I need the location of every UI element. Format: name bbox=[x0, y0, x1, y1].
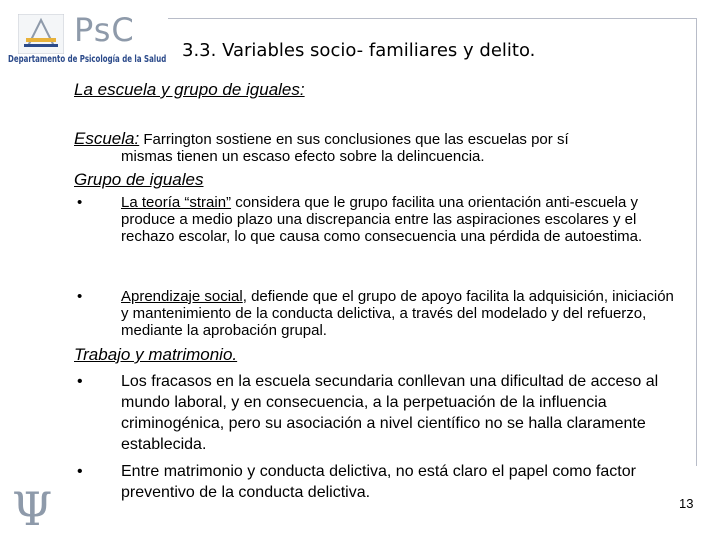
bullet-icon: • bbox=[77, 288, 83, 305]
trabajo-heading: Trabajo y matrimonio. bbox=[74, 345, 238, 364]
section-heading: La escuela y grupo de iguales: bbox=[74, 80, 305, 99]
bullet-icon: • bbox=[77, 373, 83, 390]
bullet-text: Los fracasos en la escuela secundaria conllevan una dificultad de acceso al mundo laboral, y en consecuencia, a la perpetuación de la influencia criminogénica, pero su asociación a nivel científico no se halla claramente establecida. bbox=[121, 373, 659, 453]
logo-mark-icon bbox=[18, 14, 64, 54]
bullet-text bbox=[121, 194, 677, 245]
slide-title: 3.3. Variables socio- familiares y delito. bbox=[182, 40, 536, 61]
escuela-lead: Escuela: bbox=[74, 129, 140, 148]
bullet-lead: La teoría “strain” bbox=[121, 194, 232, 211]
bullet-body: considera que le grupo facilita una orientación anti-escuela y produce a medio plazo una discrepancia entre las aspiraciones escolares y el rechazo escolar, lo que causa como consecuencia una pérdida de autoestima. bbox=[121, 194, 643, 245]
frame-top-rule bbox=[168, 18, 697, 19]
list-item bbox=[77, 371, 677, 457]
bullet-body: , defiende que el grupo de apoyo facilita la adquisición, iniciación y mantenimiento de la conducta delictiva, a través del modelado y del refuerzo, mediante la aprobación grupal. bbox=[121, 288, 674, 339]
bullet-lead: Aprendizaje social bbox=[121, 288, 243, 305]
page-number: 13 bbox=[679, 496, 694, 511]
bullet-text bbox=[121, 288, 677, 339]
escuela-text-line2: mismas tienen un escaso efecto sobre la delincuencia. bbox=[121, 148, 485, 165]
logo-department: Departamento de Psicología de la Salud bbox=[8, 54, 167, 65]
psi-logo-icon: Ψ bbox=[12, 482, 53, 536]
escuela-paragraph bbox=[74, 130, 674, 165]
list-item bbox=[77, 194, 677, 266]
grupo-heading: Grupo de iguales bbox=[74, 170, 204, 189]
list-item bbox=[77, 461, 677, 505]
frame-right-rule bbox=[696, 18, 697, 466]
bullet-icon: • bbox=[77, 463, 83, 480]
bullet-icon: • bbox=[77, 194, 83, 211]
escuela-text-line1: Farrington sostiene en sus conclusiones que las escuelas por sí bbox=[139, 131, 569, 148]
department-logo bbox=[8, 10, 167, 66]
bullet-text: Entre matrimonio y conducta delictiva, no está claro el papel como factor preventivo de la conducta delictiva. bbox=[121, 463, 636, 501]
logo-text: PsC bbox=[74, 11, 135, 49]
list-item bbox=[77, 288, 677, 342]
